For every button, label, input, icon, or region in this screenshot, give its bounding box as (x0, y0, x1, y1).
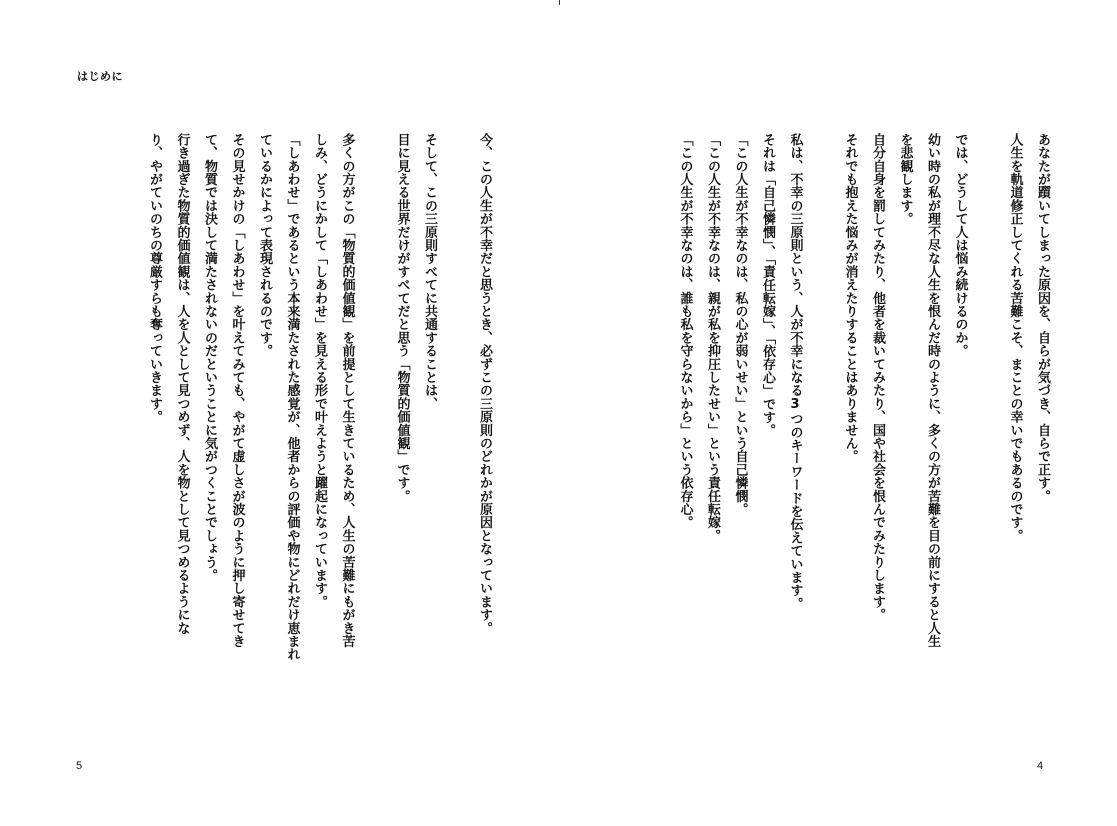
text-line: しみ、どうにかして「しあわせ」を見える形で叶えようと躍起になっています。 (312, 133, 327, 609)
blank-line (974, 133, 1002, 743)
running-header: はじめに (77, 70, 123, 83)
text-line: 「この人生が不幸なのは、誰も私を守らないから」という依存心。 (677, 133, 693, 529)
text-line: 今、この人生が不幸だと思うとき、必ずこの三原則のどれかが原因となっています。 (477, 133, 492, 635)
text-line: て、物質では決して満たされないのだということに気がつくことでしょう。 (202, 133, 217, 582)
text-line: それは「自己憐憫」、「責任転嫁」、「依存心」です。 (760, 133, 775, 437)
text-line: それでも抱えた悩みが消えたりすることはありません。 (842, 133, 858, 463)
text-line: 行き過ぎた物質的価値観は、人を人として見つめず、人を物として見つめるようにな (174, 133, 190, 635)
text-line: 自分自身を罰してみたり、他者を裁いてみたり、国や社会を恨んでみたりします。 (870, 133, 885, 622)
text-line: 目に見える世界だけがすべてだと思う「物質的価値観」です。 (394, 133, 410, 503)
text-line: その見せかけの「しあわせ」を叶えてみても、やがて虚しさが波のように押し寄せてき (229, 133, 245, 648)
page-4-body (636, 133, 1056, 743)
text-line: 私は、不幸の三原則という、人が不幸になる3つのキーワードを伝えています。 (787, 133, 803, 611)
text-line: 幼い時の私が理不尽な人生を恨んだ時のように、多くの方が苦難を目の前にすると人生 (925, 133, 940, 648)
text-line: 「この人生が不幸なのは、私の心が弱いせい」という自己憐憫。 (732, 133, 748, 516)
text-line: 多くの方がこの「物質的価値観」を前提として生きているため、人生の苦難にもがき苦 (339, 133, 355, 648)
blank-line (361, 133, 389, 743)
page-5-body (100, 133, 498, 743)
gutter-mark (559, 0, 560, 5)
text-line: り、やがていのちの尊厳すらも奪っていきます。 (147, 133, 162, 424)
text-line: を悲観します。 (897, 133, 913, 226)
text-line: 「この人生が不幸なのは、親が私を抑圧したせい」という責任転嫁。 (705, 133, 720, 543)
blank-line (809, 133, 837, 743)
page-number-right: 4 (1037, 760, 1044, 772)
text-line: 「しあわせ」であるという本来満たされた感覚が、他者からの評価や物にどれだけ恵まれ (284, 133, 300, 661)
text-line: では、どうして人は悩み続けるのか。 (952, 133, 968, 358)
text-line: あなたが躓いてしまった原因を、自らが気づき、自らで正す。 (1035, 133, 1050, 503)
text-line: ているかによって表現されるのです。 (257, 133, 272, 358)
blank-line (443, 133, 471, 743)
text-line: 人生を軌道修正してくれる苦難こそ、まことの幸いでもあるのです。 (1007, 133, 1023, 543)
page-number-left: 5 (76, 760, 83, 772)
text-line: そして、この三原則すべてに共通することは、 (422, 133, 437, 411)
